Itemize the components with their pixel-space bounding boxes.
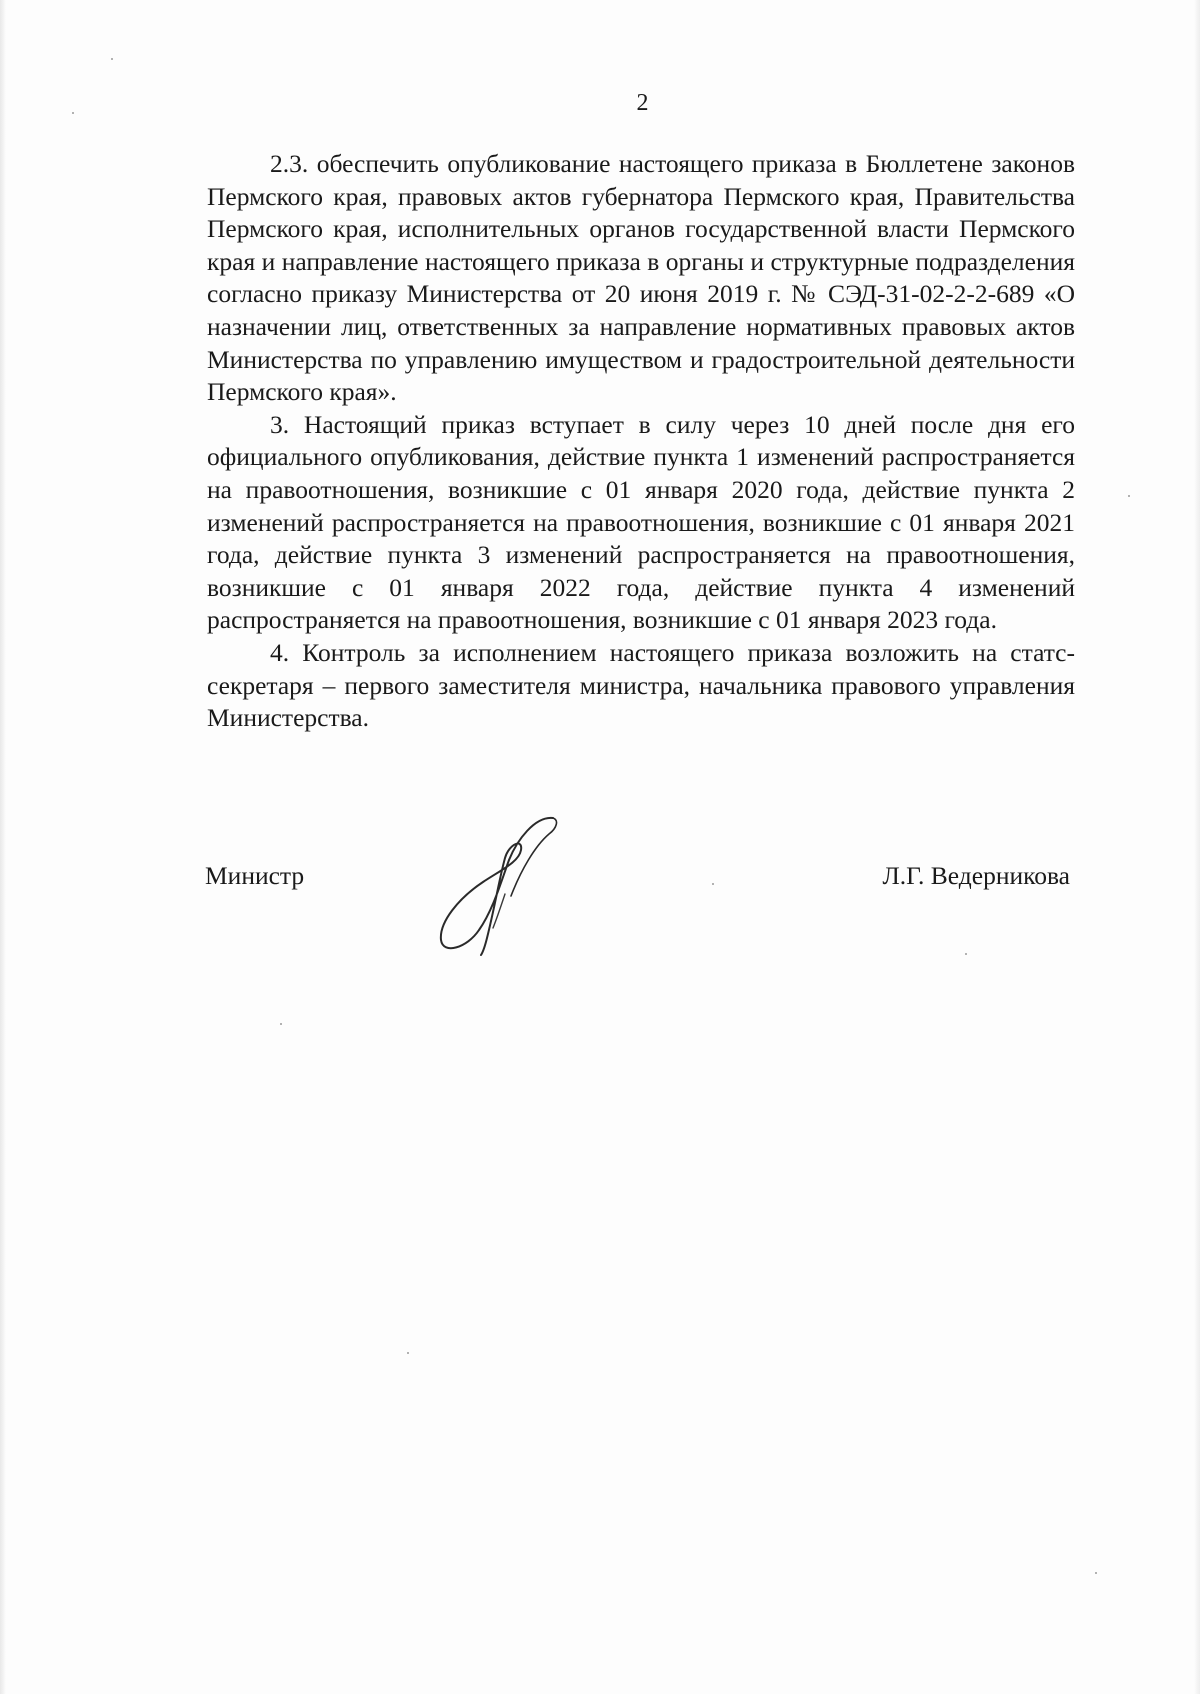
- scan-speck: [407, 1352, 409, 1354]
- scan-edge-left: [0, 0, 6, 1694]
- paragraph-3: 3. Настоящий приказ вступает в силу через 10 дней после дня его официального опубликования, действие пункта 1 изменений распространяется на правоотношения, возникшие с 01 января 2020 года, действие пункта 2 изменений распространяется на правоотношения, возникшие с 01 января 2021 года, действие пункта 3 изменений распространяется на правоотношения, возникшие с 01 января 2022 года, действие пункта 4 изменений распространяется на правоотношения, возникшие с 01 января 2023 года.: [207, 409, 1075, 635]
- page-number: 2: [636, 90, 649, 116]
- document-body: [207, 148, 1075, 735]
- scan-speck: [72, 112, 74, 114]
- scan-speck: [111, 58, 113, 60]
- scan-speck: [712, 883, 714, 885]
- signature-block: [205, 861, 1075, 901]
- signatory-name: Л.Г. Ведерникова: [882, 861, 1070, 890]
- scan-speck: [1095, 1572, 1097, 1574]
- scan-speck: [1128, 495, 1130, 497]
- signatory-title: Министр: [205, 861, 305, 890]
- scan-edge-right: [1194, 0, 1200, 1694]
- scan-speck: [280, 1023, 282, 1025]
- scan-speck: [965, 953, 967, 955]
- handwritten-signature: [435, 810, 575, 960]
- paragraph-2-3: 2.3. обеспечить опубликование настоящего приказа в Бюллетене законов Пермского края, правовых актов губернатора Пермского края, Правительства Пермского края, исполнительных органов государственной власти Пермского края и направление настоящего приказа в органы и структурные подразделения согласно приказу Министерства от 20 июня 2019 г. № СЭД-31-02-2-2-689 «О назначении лиц, ответственных за направление нормативных правовых актов Министерства по управлению имуществом и градостроительной деятельности Пермского края».: [207, 149, 1075, 407]
- paragraph-4: 4. Контроль за исполнением настоящего приказа возложить на статс-секретаря – первого заместителя министра, начальника правового управления Министерства.: [207, 637, 1075, 733]
